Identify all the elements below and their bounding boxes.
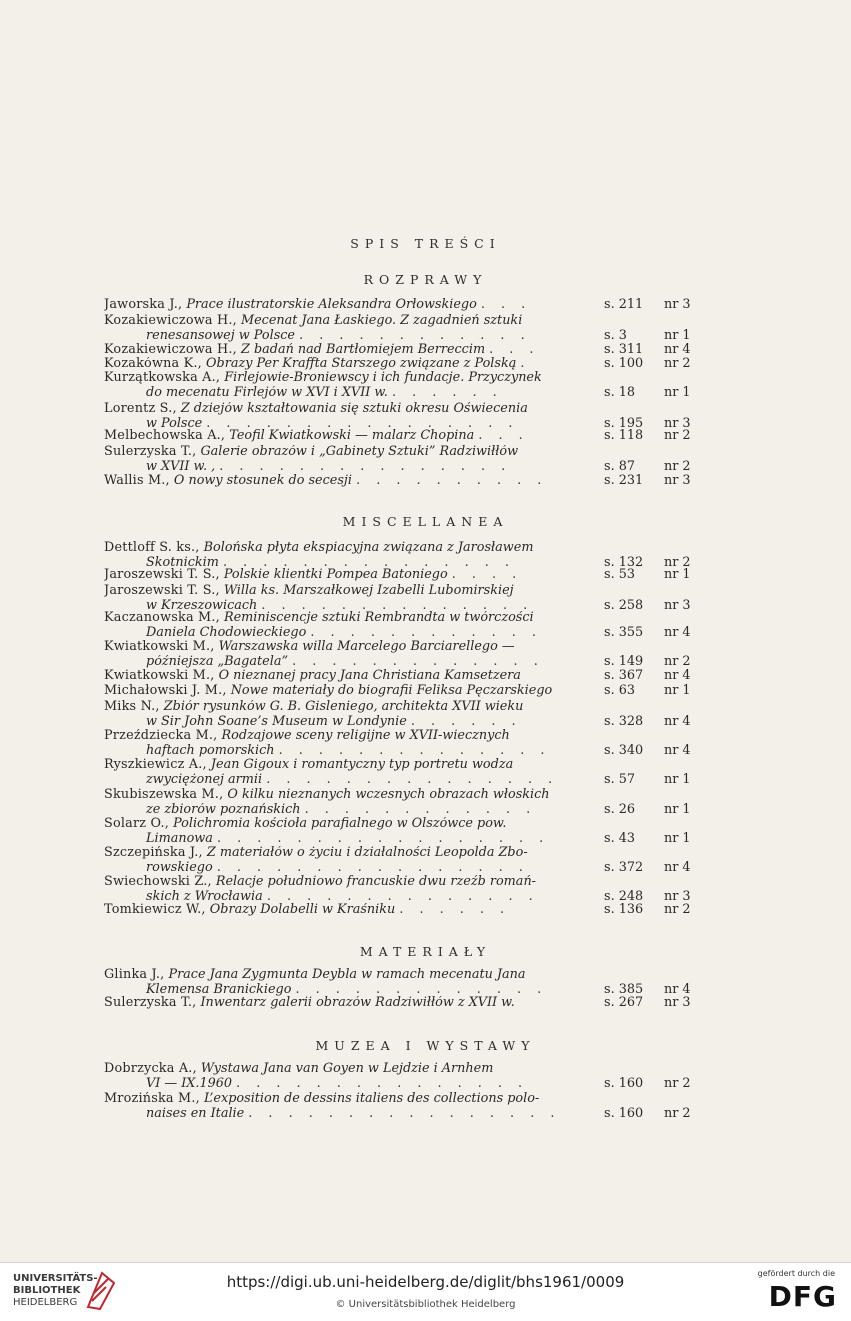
entry-author: Lorentz S., [104, 402, 177, 416]
toc-entry-line [104, 1062, 602, 1077]
entry-author: Świechowski Z., [104, 875, 212, 889]
toc-entry-line [104, 611, 602, 626]
toc-entry[interactable] [104, 729, 714, 758]
entry-title: w Krzeszowicach [146, 598, 258, 613]
entry-author: Jaroszewski T. S., [104, 584, 220, 598]
page-number: s. 118 [604, 428, 644, 443]
page-title: SPIS TREŚCI [350, 236, 501, 251]
entry-author: Mrozińska M., [104, 1092, 200, 1106]
entry-title: L’exposition de dessins italiens des collections polo- [203, 1092, 540, 1106]
page-number: s. 328 [604, 713, 644, 729]
entry-title: ze zbiorów poznańskich [146, 802, 301, 817]
issue-number: nr 2 [664, 554, 691, 570]
toc-entry[interactable] [104, 700, 714, 729]
page-number: s. 195 [604, 415, 644, 431]
entry-reference [604, 684, 704, 699]
leader-dots: . . . . . . . . . . . . . [295, 982, 548, 997]
entry-title: Willa ks. Marszałkowej Izabelli Lubomirskiej [223, 584, 514, 598]
toc-entry[interactable] [104, 371, 714, 400]
entry-title: VI — IX.1960 [146, 1076, 233, 1091]
page-number: s. 149 [604, 653, 644, 669]
permalink-url[interactable]: https://digi.ub.uni-heidelberg.de/diglit/bhs1961/0009 [226, 1273, 625, 1291]
library-name-line: HEIDELBERG [13, 1297, 78, 1308]
toc-entry-line [104, 846, 602, 861]
entry-reference [604, 568, 704, 583]
entry-title: Skotnickim [146, 555, 219, 570]
entry-title: Obrazy Per Kraffta Starszego związane z Polską [206, 357, 517, 371]
toc-entry-line [104, 584, 602, 599]
toc-entry-line [104, 788, 602, 803]
toc-entry-line [104, 669, 602, 684]
leader-dots: . . . . . . . . . . . . . . [266, 889, 539, 904]
leader-dots: . . . . . . [391, 385, 503, 400]
issue-number: nr 2 [664, 428, 691, 443]
page-number: s. 132 [604, 554, 644, 570]
toc-entry-line [104, 541, 602, 556]
entry-title: O nowy stosunek do secesji [173, 474, 352, 488]
issue-number: nr 2 [664, 356, 691, 371]
leader-dots: . . . . [451, 568, 523, 582]
page-number: s. 3 [604, 327, 627, 343]
issue-number: nr 2 [664, 653, 691, 669]
entry-author: Kozakiewiczowa H., [104, 343, 237, 357]
entry-author: Wallis M., [104, 474, 170, 488]
entry-author: Skubiszewska M., [104, 788, 224, 802]
toc-entry-line [104, 983, 602, 998]
entry-title: Daniela Chodowieckiego [146, 625, 307, 640]
entry-title: Warszawska willa Marcelego Barciarellego — [218, 640, 515, 654]
entry-title: Jean Gigoux i romantyczny typ portretu wodza [210, 758, 514, 772]
toc-entry[interactable] [104, 445, 714, 474]
toc-entry-line [104, 298, 602, 313]
page-number: s. 57 [604, 771, 635, 787]
entry-title: Mecenat Jana Łaskiego. Z zagadnień sztuki [241, 314, 523, 328]
toc-entry[interactable] [104, 875, 714, 904]
entry-author: Tomkiewicz W., [104, 903, 206, 917]
toc-entry-line [104, 700, 602, 715]
page-number: s. 53 [604, 567, 635, 582]
toc-entry[interactable] [104, 429, 714, 444]
entry-reference [604, 298, 704, 313]
toc-entry-line [104, 429, 602, 444]
toc-entry-line [104, 626, 602, 641]
leader-dots: . . . . . . . . . . . . [299, 328, 531, 343]
entry-title: naises en Italie [146, 1106, 245, 1121]
issue-number: nr 1 [664, 801, 691, 817]
issue-number: nr 1 [664, 683, 691, 698]
copyright-notice: © Universitätsbibliothek Heidelberg [335, 1299, 516, 1310]
entry-title: haftach pomorskich [146, 743, 275, 758]
toc-entry-line [104, 568, 602, 583]
issue-number: nr 1 [664, 384, 691, 400]
leader-dots: . . . . . . . . . . . . . . . . [248, 1106, 561, 1121]
page-number: s. 385 [604, 981, 644, 997]
entry-title: Reminiscencje sztuki Rembrandta w twórczości [223, 611, 534, 625]
toc-entry-line [104, 474, 602, 489]
leader-dots: . . . . . . . . . . . . . . . . . [216, 831, 550, 846]
issue-number: nr 3 [664, 995, 691, 1010]
toc-entry-line [104, 1092, 602, 1107]
page-number: s. 18 [604, 384, 635, 400]
toc-entry-line [104, 445, 602, 460]
leader-dots: . . . . . . . . . . . . . . [261, 598, 534, 613]
entry-title: zwyciężonej armii [146, 772, 263, 787]
entry-title: w Polsce [146, 416, 203, 431]
entry-title: rowskiego [146, 860, 213, 875]
entry-author: Jaworska J., [104, 298, 183, 312]
entry-title: Inwentarz galerii obrazów Radziwiłłów z XVII w. [200, 996, 515, 1010]
toc-entry-line [104, 817, 602, 832]
entry-title: Zbiór rysunków G. B. Gisleniego, architekta XVII wieku [163, 700, 524, 714]
entry-author: Sulerzyska T., [104, 445, 197, 459]
page-number: s. 372 [604, 859, 644, 875]
leader-dots: . . . . . . . . . . [356, 474, 548, 488]
leader-dots: . . . . . . [399, 903, 511, 917]
leader-dots: . . . . . . . . . . . . . . . [266, 772, 559, 787]
entry-reference [604, 429, 704, 444]
page-number: s. 211 [604, 297, 644, 312]
leader-dots: . . . . . . . . . . . . . . . . [206, 416, 519, 431]
entry-reference [604, 903, 704, 918]
toc-entry-line [104, 655, 602, 670]
issue-number: nr 3 [664, 297, 691, 312]
issue-number: nr 2 [664, 458, 691, 474]
issue-number: nr 4 [664, 342, 691, 357]
issue-number: nr 2 [664, 1105, 691, 1121]
toc-entry-line [104, 803, 602, 818]
entry-author: Dettloff S. ks., [104, 541, 200, 555]
entry-author: Kozakiewiczowa H., [104, 314, 237, 328]
toc-entry-line [104, 715, 602, 730]
toc-entry[interactable] [104, 314, 714, 343]
entry-reference [604, 1107, 704, 1122]
toc-entry-line [104, 460, 602, 475]
section-heading: MUZEA I WYSTAWY [315, 1038, 536, 1053]
issue-number: nr 2 [664, 902, 691, 917]
page-number: s. 267 [604, 995, 644, 1010]
leader-dots: . . . . . . . . . . . . . . [278, 743, 551, 758]
page-number: s. 87 [604, 458, 635, 474]
entry-author: Kurzątkowska A., [104, 371, 221, 385]
toc-entry[interactable] [104, 758, 714, 787]
toc-entry[interactable] [104, 1062, 714, 1091]
entry-author: Kwiatkowski M., [104, 669, 215, 683]
toc-entry[interactable] [104, 817, 714, 846]
issue-number: nr 4 [664, 859, 691, 875]
issue-number: nr 2 [664, 1075, 691, 1091]
entry-reference [604, 474, 704, 489]
entry-title: Klemensa Branickiego [146, 982, 292, 997]
toc-entry-line [104, 371, 602, 386]
entry-author: Dobrzycka A., [104, 1062, 197, 1076]
page-number: s. 100 [604, 356, 644, 371]
toc-entry-line [104, 329, 602, 344]
entry-author: Glinka J., [104, 968, 165, 982]
toc-entry[interactable] [104, 568, 714, 583]
leader-dots: . . . [489, 343, 540, 357]
issue-number: nr 1 [664, 327, 691, 343]
library-name-line: BIBLIOTHEK [13, 1285, 81, 1296]
page-number: s. 63 [604, 683, 635, 698]
toc-entry[interactable] [104, 788, 714, 817]
toc-entry-line [104, 684, 602, 699]
entry-reference [604, 715, 704, 730]
entry-title: Polskie klientki Pompea Batoniego [223, 568, 448, 582]
entry-title: Prace ilustratorskie Aleksandra Orłowskiego [186, 298, 477, 312]
entry-title: do mecenatu Firlejów w XVI i XVII w. [146, 385, 388, 400]
toc-entry-line [104, 861, 602, 876]
toc-entry[interactable] [104, 611, 714, 640]
entry-reference [604, 386, 704, 401]
page-number: s. 367 [604, 668, 644, 683]
entry-reference [604, 773, 704, 788]
entry-title: O kilku nieznanych wczesnych obrazach włoskich [227, 788, 550, 802]
entry-author: Miks N., [104, 700, 160, 714]
entry-reference [604, 329, 704, 344]
entry-reference [604, 626, 704, 641]
leader-dots: . . . . . . . . . . . . . . . . [216, 860, 529, 875]
entry-title: Bolońska płyta ekspiacyjna związana z Jarosławem [203, 541, 534, 555]
page-number: s. 136 [604, 902, 644, 917]
entry-title: Relacje południowo francuskie dwu rzeźb romań- [215, 875, 537, 889]
entry-reference [604, 744, 704, 759]
issue-number: nr 3 [664, 597, 691, 613]
entry-author: Sulerzyska T., [104, 996, 197, 1010]
toc-entry-line [104, 640, 602, 655]
toc-entry[interactable] [104, 968, 714, 997]
leader-dots: . . . [478, 429, 529, 443]
entry-title: Limanowa [146, 831, 213, 846]
issue-number: nr 1 [664, 830, 691, 846]
leader-dots: . . . [480, 298, 532, 312]
entry-title: Rodzajowe sceny religijne w XVII-wiecznych [221, 729, 510, 743]
section-heading: ROZPRAWY [363, 272, 488, 287]
entry-title: Z badań nad Bartłomiejem Berreccim [241, 343, 486, 357]
toc-entry-line [104, 832, 602, 847]
entry-author: Solarz O., [104, 817, 169, 831]
issue-number: nr 4 [664, 713, 691, 729]
page-number: s. 26 [604, 801, 635, 817]
library-name-line: UNIVERSITÄTS- [13, 1273, 98, 1284]
entry-reference [604, 460, 704, 475]
page-number: s. 43 [604, 830, 635, 846]
entry-reference [604, 655, 704, 670]
entry-title: Teofil Kwiatkowski — malarz Chopina [229, 429, 475, 443]
entry-title: Firlejowie-Broniewscy i ich fundacje. Przyczynek [224, 371, 542, 385]
entry-author: Szczepińska J., [104, 846, 203, 860]
entry-author: Kozakówna K., [104, 357, 202, 371]
issue-number: nr 1 [664, 771, 691, 787]
entry-title: późniejsza „Bagatela” [146, 654, 288, 669]
toc-entry[interactable] [104, 846, 714, 875]
issue-number: nr 4 [664, 981, 691, 997]
toc-entry-line [104, 968, 602, 983]
entry-author: Jaroszewski T. S., [104, 568, 220, 582]
entry-title: Z materiałów o życiu i działalności Leopolda Zbo- [206, 846, 528, 860]
toc-entry-line [104, 357, 602, 372]
toc-entry-line [104, 314, 602, 329]
toc-entry-line [104, 402, 602, 417]
page-number: s. 231 [604, 473, 644, 488]
toc-entry-line [104, 890, 602, 905]
entry-title: w Sir John Soane’s Museum w Londynie [146, 714, 407, 729]
funder-note: gefördert durch die [757, 1269, 835, 1278]
page-number: s. 311 [604, 342, 644, 357]
entry-title: O nieznanej pracy Jana Christiana Kamsetzera [218, 669, 521, 683]
toc-entry[interactable] [104, 402, 714, 431]
toc-entry-line [104, 1077, 602, 1092]
toc-entry[interactable] [104, 669, 714, 684]
entry-title: Wystawa Jana van Goyen w Lejdzie i Arnhem [200, 1062, 494, 1076]
issue-number: nr 3 [664, 888, 691, 904]
entry-reference [604, 861, 704, 876]
entry-title: Nowe materiały do biografii Feliksa Pęczarskiego [230, 684, 553, 698]
leader-dots: . . . . . . . . . . . . [310, 625, 542, 640]
toc-entry-line [104, 773, 602, 788]
leader-dots: . . . . . . [410, 714, 522, 729]
toc-entry-line [104, 343, 602, 358]
section-heading: MATERIAŁY [359, 944, 492, 959]
entry-reference [604, 832, 704, 847]
toc-entry[interactable] [104, 1092, 714, 1121]
entry-reference [604, 357, 704, 372]
issue-number: nr 1 [664, 567, 691, 582]
toc-entry[interactable] [104, 298, 714, 313]
page-number: s. 355 [604, 624, 644, 640]
entry-author: Kaczanowska M., [104, 611, 220, 625]
entry-title: Prace Jana Zygmunta Deybla w ramach mecenatu Jana [168, 968, 526, 982]
issue-number: nr 4 [664, 742, 691, 758]
leader-dots: . . . . . . . . . . . . . . . [222, 555, 515, 570]
page-number: s. 258 [604, 597, 644, 613]
toc-entry-line [104, 729, 602, 744]
toc-entry[interactable] [104, 903, 714, 918]
page-number: s. 160 [604, 1075, 644, 1091]
leader-dots: . . . . . . . . . . . . . . . [236, 1076, 529, 1091]
entry-reference [604, 669, 704, 684]
page-number: s. 160 [604, 1105, 644, 1121]
entry-reference [604, 996, 704, 1011]
toc-entry[interactable] [104, 996, 714, 1011]
section-heading: MISCELLANEA [342, 514, 509, 529]
entry-reference [604, 803, 704, 818]
entry-title: skich z Wrocławia [146, 889, 263, 904]
leader-dots: . . . . . . . . . . . . . [292, 654, 544, 669]
viewer-footer [0, 1262, 851, 1321]
entry-title: Galerie obrazów i „Gabinety Sztuki” Radziwiłłów [200, 445, 519, 459]
entry-author: Ryszkiewicz A., [104, 758, 207, 772]
page-number: s. 340 [604, 742, 644, 758]
issue-number: nr 3 [664, 473, 691, 488]
issue-number: nr 4 [664, 668, 691, 683]
page-number: s. 248 [604, 888, 644, 904]
leader-dots: . . . . . . . . . . . . . . . [219, 459, 512, 474]
issue-number: nr 3 [664, 415, 691, 431]
entry-title: Polichromia kościoła parafialnego w Olszówce pow. [173, 817, 507, 831]
entry-title: renesansowej w Polsce [146, 328, 295, 343]
entry-title: Z dziejów kształtowania się sztuki okresu Oświecenia [180, 402, 528, 416]
entry-author: Kwiatkowski M., [104, 640, 215, 654]
toc-entry-line [104, 996, 602, 1011]
toc-entry[interactable] [104, 584, 714, 613]
entry-author: Michałowski J. M., [104, 684, 227, 698]
toc-entry-line [104, 386, 602, 401]
toc-entry[interactable] [104, 541, 714, 570]
entry-author: Przeździecka M., [104, 729, 218, 743]
leader-dots: . . . . . . . . . . . . [304, 802, 537, 817]
toc-entry-line [104, 758, 602, 773]
dfg-logo[interactable]: DFG [768, 1280, 837, 1313]
entry-author: Melbechowska A., [104, 429, 226, 443]
toc-entry-line [104, 744, 602, 759]
toc-entry-line [104, 903, 602, 918]
toc-entry[interactable] [104, 474, 714, 489]
toc-entry-line [104, 875, 602, 890]
leader-dots: . [520, 357, 531, 371]
toc-entry[interactable] [104, 640, 714, 669]
toc-entry-line [104, 1107, 602, 1122]
entry-title: Obrazy Dolabelli w Kraśniku [209, 903, 396, 917]
toc-entry[interactable] [104, 357, 714, 372]
issue-number: nr 4 [664, 624, 691, 640]
entry-reference [604, 1077, 704, 1092]
entry-title: w XVII w. , [146, 459, 216, 474]
toc-entry[interactable] [104, 684, 714, 699]
